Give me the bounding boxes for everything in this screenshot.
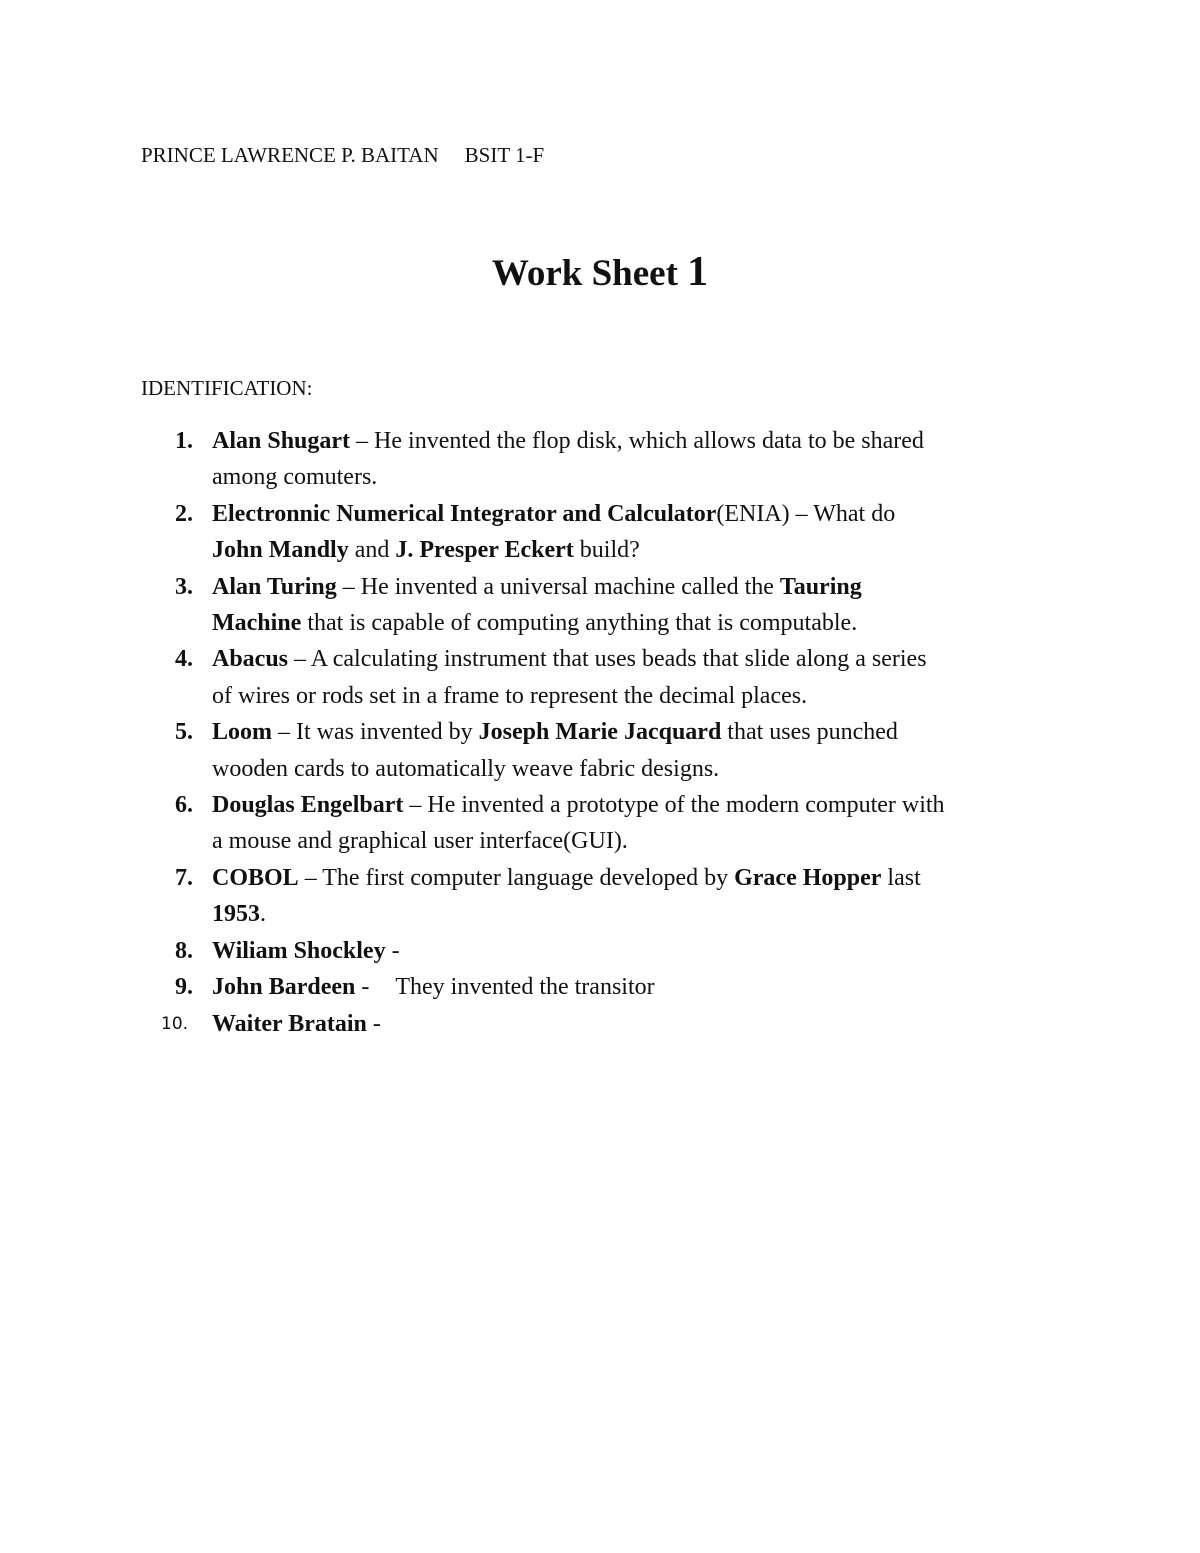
item-text: – The first computer language developed by: [298, 864, 735, 891]
student-header: [141, 143, 544, 168]
item-term: John Bardeen: [212, 974, 356, 1001]
item-text-continued: of wires or rods set in a frame to represent the decimal places.: [212, 682, 808, 709]
item-dash: -: [385, 937, 400, 964]
item-text: .: [260, 901, 266, 928]
item-name: Joseph Marie Jacquard: [478, 719, 722, 746]
item-term: Alan Turing: [212, 573, 337, 600]
list-item: [141, 641, 1071, 714]
item-number: 8.: [175, 937, 193, 964]
item-text: – He invented the flop disk, which allows data to be shared: [350, 428, 924, 454]
item-number: 3.: [175, 573, 193, 600]
list-item: [141, 787, 1071, 860]
item-text-continued: wooden cards to automatically weave fabric designs.: [212, 755, 720, 782]
item-text: that is capable of computing anything that is computable.: [301, 610, 858, 637]
shared-answer: They invented the transitor: [395, 974, 655, 1001]
item-term: Waiter Bratain: [212, 1010, 367, 1037]
list-item: [141, 1006, 1071, 1042]
item-number: 1.: [175, 428, 193, 454]
page-title: [0, 248, 1200, 296]
item-term: Loom: [212, 719, 272, 746]
title-number: 1: [687, 249, 709, 295]
list-item: [141, 933, 1071, 969]
item-text: and: [348, 537, 396, 564]
item-term: Electronnic Numerical Integrator and Calculator: [212, 500, 717, 527]
item-name: Machine: [212, 610, 302, 637]
item-text: build?: [573, 537, 640, 564]
student-name: PRINCE LAWRENCE P. BAITAN: [141, 143, 439, 167]
item-year: 1953: [212, 901, 260, 928]
item-number: 2.: [175, 500, 193, 527]
course-section: BSIT 1-F: [464, 143, 545, 167]
list-item: [141, 496, 1071, 569]
item-term: COBOL: [212, 864, 299, 891]
item-term: Douglas Engelbart: [212, 792, 404, 819]
item-name: J. Presper Eckert: [395, 537, 574, 564]
item-term: Abacus: [212, 646, 289, 673]
identification-list: [141, 423, 1071, 1042]
item-text: – A calculating instrument that uses beads that slide along a series: [288, 646, 927, 673]
item-text-continued: among comuters.: [212, 464, 378, 491]
item-term: Alan Shugart: [212, 428, 351, 454]
item-term: Wiliam Shockley: [212, 937, 386, 964]
item-text-continued: a mouse and graphical user interface(GUI).: [212, 828, 628, 855]
item-number: 7.: [175, 864, 193, 891]
item-name: John Mandly: [212, 537, 349, 564]
list-item: [141, 423, 1071, 496]
list-item: [141, 569, 1071, 642]
list-item: [141, 969, 1071, 1005]
item-text: (ENIA) – What do: [716, 500, 896, 527]
list-item: [141, 714, 1071, 787]
item-number: 4.: [175, 646, 193, 673]
section-label: IDENTIFICATION:: [141, 376, 313, 400]
item-text: – He invented a universal machine called the: [336, 573, 780, 600]
title-text: Work Sheet: [491, 253, 678, 294]
item-text: last: [881, 864, 921, 891]
item-number: 9.: [175, 974, 193, 1001]
item-text: – He invented a prototype of the modern computer with: [403, 792, 945, 819]
item-text: – It was invented by: [272, 719, 479, 746]
item-number: 6.: [175, 792, 193, 819]
item-text: that uses punched: [721, 719, 898, 746]
item-number: 10.: [161, 1013, 189, 1034]
item-dash: -: [355, 974, 370, 1001]
item-number: 5.: [175, 719, 193, 746]
item-name: Tauring: [779, 573, 862, 600]
item-name: Grace Hopper: [734, 864, 882, 891]
list-item: [141, 860, 1071, 933]
item-dash: -: [366, 1010, 381, 1037]
